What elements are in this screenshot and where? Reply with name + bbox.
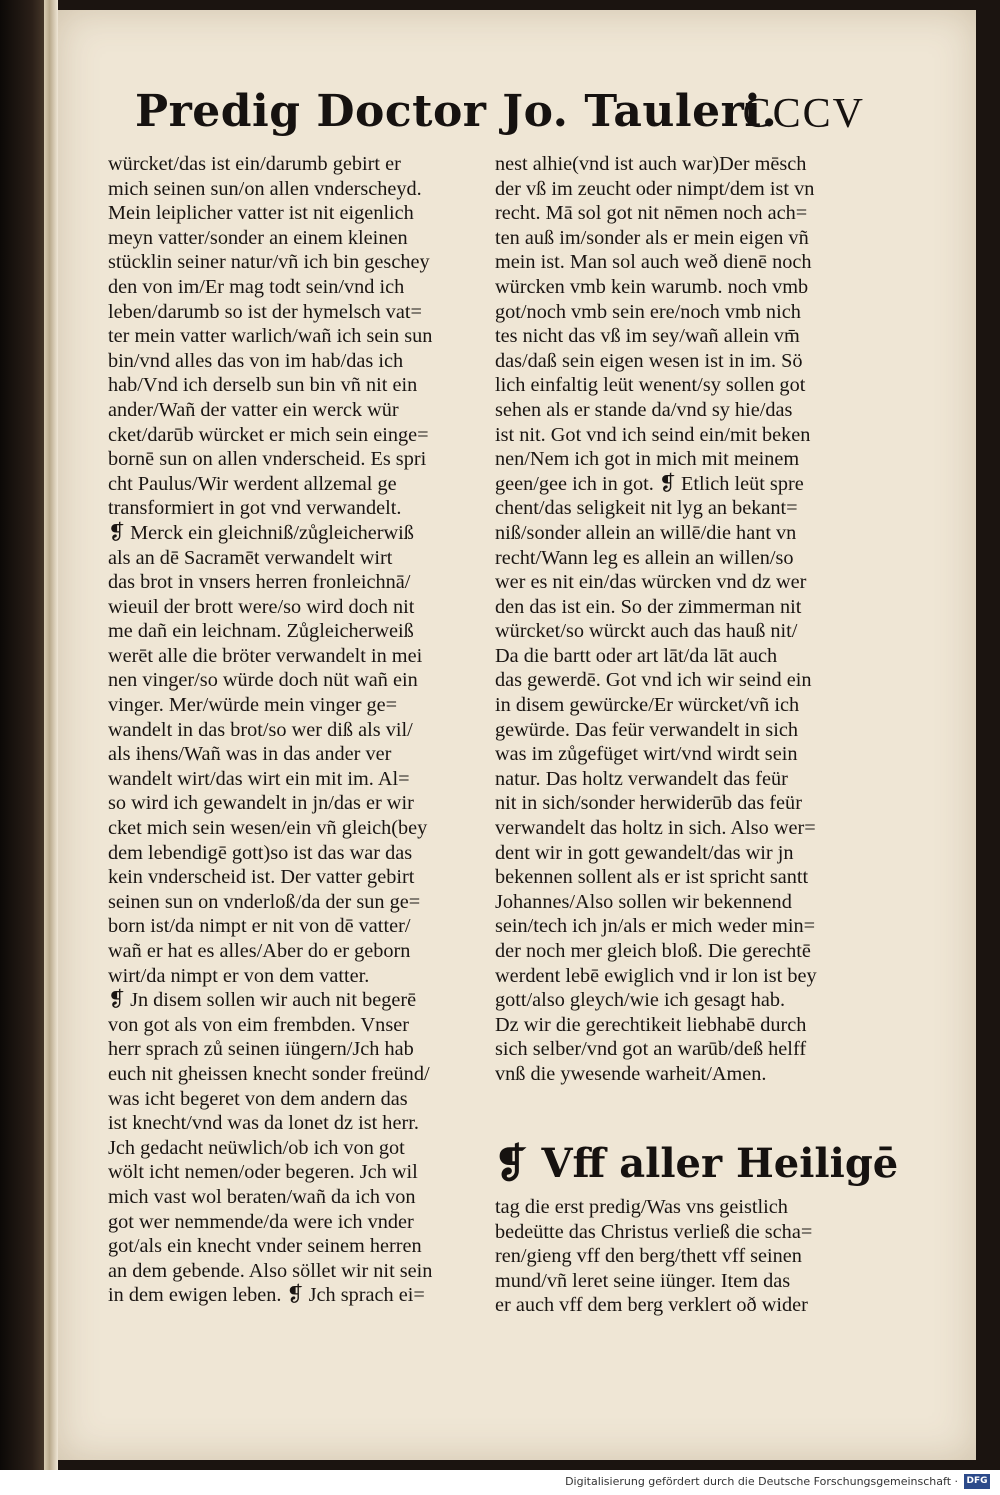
text-line: bornē sun on allen vnderscheid. Es spri	[108, 448, 427, 471]
text-line: was im zůgefüget wirt/vnd wirdt sein	[495, 743, 798, 766]
text-line: würcket/das ist ein/darumb gebirt er	[108, 153, 401, 175]
text-line: bedeütte das Christus verließ die scha=	[495, 1220, 813, 1243]
page-header	[135, 86, 865, 146]
text-line: Dz wir die gerechtikeit liebhabē durch	[495, 1013, 807, 1036]
text-line: ten auß im/sonder als er mein eigen vñ	[495, 226, 809, 249]
text-line: wañ er hat es alles/Aber do er geborn	[108, 940, 411, 962]
text-line: ❡ Merck ein gleichniß/zůgleicherwiß	[108, 521, 414, 544]
text-line: got/noch vmb sein ere/noch vmb nich	[495, 300, 801, 323]
text-line: Da die bartt oder art lāt/da lāt auch	[495, 644, 778, 667]
text-line: ren/gieng vff den berg/thett vff seinen	[495, 1245, 802, 1268]
text-line: kein vnderscheid ist. Der vatter gebirt	[108, 866, 415, 889]
text-line: cht Paulus/Wir werdent allzemal ge	[108, 472, 397, 495]
text-line: was icht begeret von dem andern das	[108, 1087, 408, 1110]
text-line: mein ist. Man sol auch weð dienē noch	[495, 251, 812, 274]
text-line: meyn vatter/sonder an einem kleinen	[108, 226, 408, 249]
text-line: der noch mer gleich bloß. Die gerechtē	[495, 940, 811, 962]
text-line: nen/Nem ich got in mich mit meinem	[495, 448, 800, 471]
text-line: cket/darūb würcket er mich sein einge=	[108, 423, 429, 446]
running-title: Predig Doctor Jo. Tauleri.	[135, 86, 778, 137]
text-line: ist knecht/vnd was da lonet dz ist herr.	[108, 1112, 419, 1135]
text-line: ist nit. Got vnd ich seind ein/mit beken	[495, 423, 811, 446]
text-line: in dem ewigen leben. ❡ Jch sprach ei=	[108, 1284, 425, 1307]
text-line: der vß im zeucht oder nimpt/dem ist vn	[495, 177, 815, 200]
text-line: er auch vff dem berg verklert oð wider	[495, 1294, 808, 1317]
digitization-credit: Digitalisierung gefördert durch die Deutsche Forschungsgemeinschaft ·	[565, 1475, 958, 1488]
text-line: den von im/Er mag todt sein/vnd ich	[108, 275, 405, 298]
text-line: wandelt in das brot/so wer diß als vil/	[108, 718, 413, 741]
text-line: euch nit gheissen knecht sonder freünd/	[108, 1062, 430, 1085]
text-line: gewürde. Das feür verwandelt in sich	[495, 718, 798, 741]
text-line: chent/das seligkeit nit lyg an bekant=	[495, 497, 798, 520]
text-line: in disem gewürcke/Er würcket/vñ ich	[495, 694, 800, 717]
text-line: an dem gebende. Also söllet wir nit sein	[108, 1259, 433, 1282]
text-line: got/als ein knecht vnder seinem herren	[108, 1235, 422, 1258]
text-line: bin/vnd alles das von im hab/das ich	[108, 349, 404, 372]
text-line: Mein leiplicher vatter ist nit eigenlich	[108, 202, 414, 225]
text-line: Jch gedacht neüwlich/ob ich von got	[108, 1136, 405, 1159]
text-line: werēt alle die bröter verwandelt in mei	[108, 644, 423, 667]
text-line: als ihens/Wañ was in das ander ver	[108, 743, 392, 766]
right-column-continuation	[495, 1195, 865, 1318]
text-line: das brot in vnsers herren fronleichnā/	[108, 571, 411, 594]
text-line: tag die erst predig/Was vns geistlich	[495, 1196, 788, 1218]
text-line: von got als von eim frembden. Vnser	[108, 1013, 409, 1036]
folio-number: CCCV	[742, 91, 865, 137]
text-line: mich vast wol beraten/wañ da ich von	[108, 1185, 416, 1208]
page-edge	[44, 0, 58, 1470]
text-line: vnß die ywesende warheit/Amen.	[495, 1062, 767, 1085]
text-line: nest alhie(vnd ist auch war)Der mēsch	[495, 153, 807, 175]
footer-bar	[0, 1470, 1000, 1495]
text-line: ter mein vatter warlich/wañ ich sein sun	[108, 325, 433, 348]
text-line: tes nicht das vß im sey/wañ allein vm̄	[495, 325, 800, 348]
text-line: cket mich sein wesen/ein vñ gleich(bey	[108, 817, 428, 840]
text-line: wölt icht nemen/oder begeren. Jch wil	[108, 1161, 418, 1184]
text-line: werdent lebē ewiglich vnd ir lon ist bey	[495, 964, 817, 987]
text-line: wer es nit ein/das würcken vnd dz wer	[495, 571, 807, 594]
text-line: herr sprach zů seinen iüngern/Jch hab	[108, 1038, 414, 1061]
text-line: als an dē Sacramēt verwandelt wirt	[108, 546, 393, 569]
text-line: sehen als er stande da/vnd sy hie/das	[495, 398, 793, 421]
dfg-logo: DFG	[964, 1474, 990, 1489]
text-line: verwandelt das holtz in sich. Also wer=	[495, 817, 816, 840]
text-line: so wird ich gewandelt in jn/das er wir	[108, 792, 414, 815]
text-line: born ist/da nimpt er nit von dē vatter/	[108, 915, 411, 938]
text-line: den das ist ein. So der zimmerman nit	[495, 595, 802, 618]
text-line: sein/tech ich jn/als er mich weder min=	[495, 915, 816, 938]
text-line: nen vinger/so würde doch nüt wañ ein	[108, 669, 418, 692]
text-line: geen/gee ich in got. ❡ Etlich leüt spre	[495, 472, 804, 495]
text-line: wandelt wirt/das wirt ein mit im. Al=	[108, 767, 410, 790]
text-line: transformiert in got vnd verwandelt.	[108, 497, 402, 520]
text-line: got wer nemmende/da were ich vnder	[108, 1210, 414, 1233]
text-line: stücklin seiner natur/vñ ich bin geschey	[108, 251, 430, 274]
text-line: natur. Das holtz verwandelt das feür	[495, 767, 788, 790]
text-line: ❡ Jn disem sollen wir auch nit begerē	[108, 989, 417, 1012]
text-line: recht/Wann leg es allein an willen/so	[495, 546, 794, 569]
text-line: ander/Wañ der vatter ein werck wür	[108, 398, 399, 421]
text-line: bekennen sollent als er ist spricht santt	[495, 866, 809, 889]
text-line: vinger. Mer/würde mein vinger ge=	[108, 694, 398, 717]
left-text-column	[108, 152, 468, 1308]
text-line: lich einfaltig leüt wenent/sy sollen got	[495, 374, 806, 397]
text-line: sich selber/vnd got an warūb/deß helff	[495, 1038, 807, 1061]
section-heading: ❡ Vff aller Heiligē	[494, 1140, 899, 1187]
text-line: würcken vmb kein warumb. noch vmb	[495, 275, 809, 298]
text-line: wieuil der brott were/so wird doch nit	[108, 595, 415, 618]
text-line: dem lebendigē gott)so ist das war das	[108, 841, 413, 864]
text-line: nit in sich/sonder herwiderūb das feür	[495, 792, 802, 815]
text-line: me dañ ein leichnam. Zůgleicherweiß	[108, 620, 414, 643]
text-line: das/daß sein eigen wesen ist in im. Sö	[495, 349, 803, 372]
text-line: leben/darumb so ist der hymelsch vat=	[108, 300, 422, 323]
text-line: niß/sonder allein an willē/die hant vn	[495, 521, 797, 544]
text-line: recht. Mā sol got nit nēmen noch ach=	[495, 202, 808, 225]
text-line: dent wir in gott gewandelt/das wir jn	[495, 841, 794, 864]
text-line: das gewerdē. Got vnd ich wir seind ein	[495, 669, 812, 692]
text-line: würcket/so würckt auch das hauß nit/	[495, 620, 798, 643]
text-line: gott/also gleych/wie ich gesagt hab.	[495, 989, 786, 1012]
text-line: mund/vñ leret seine iünger. Item das	[495, 1269, 791, 1292]
text-line: Johannes/Also sollen wir bekennend	[495, 890, 792, 913]
text-line: seinen sun on vnderloß/da der sun ge=	[108, 890, 421, 913]
right-text-column	[495, 152, 855, 1087]
text-line: hab/Vnd ich derselb sun bin vñ nit ein	[108, 374, 418, 397]
text-line: wirt/da nimpt er von dem vatter.	[108, 964, 370, 987]
text-line: mich seinen sun/on allen vnderscheyd.	[108, 177, 422, 200]
